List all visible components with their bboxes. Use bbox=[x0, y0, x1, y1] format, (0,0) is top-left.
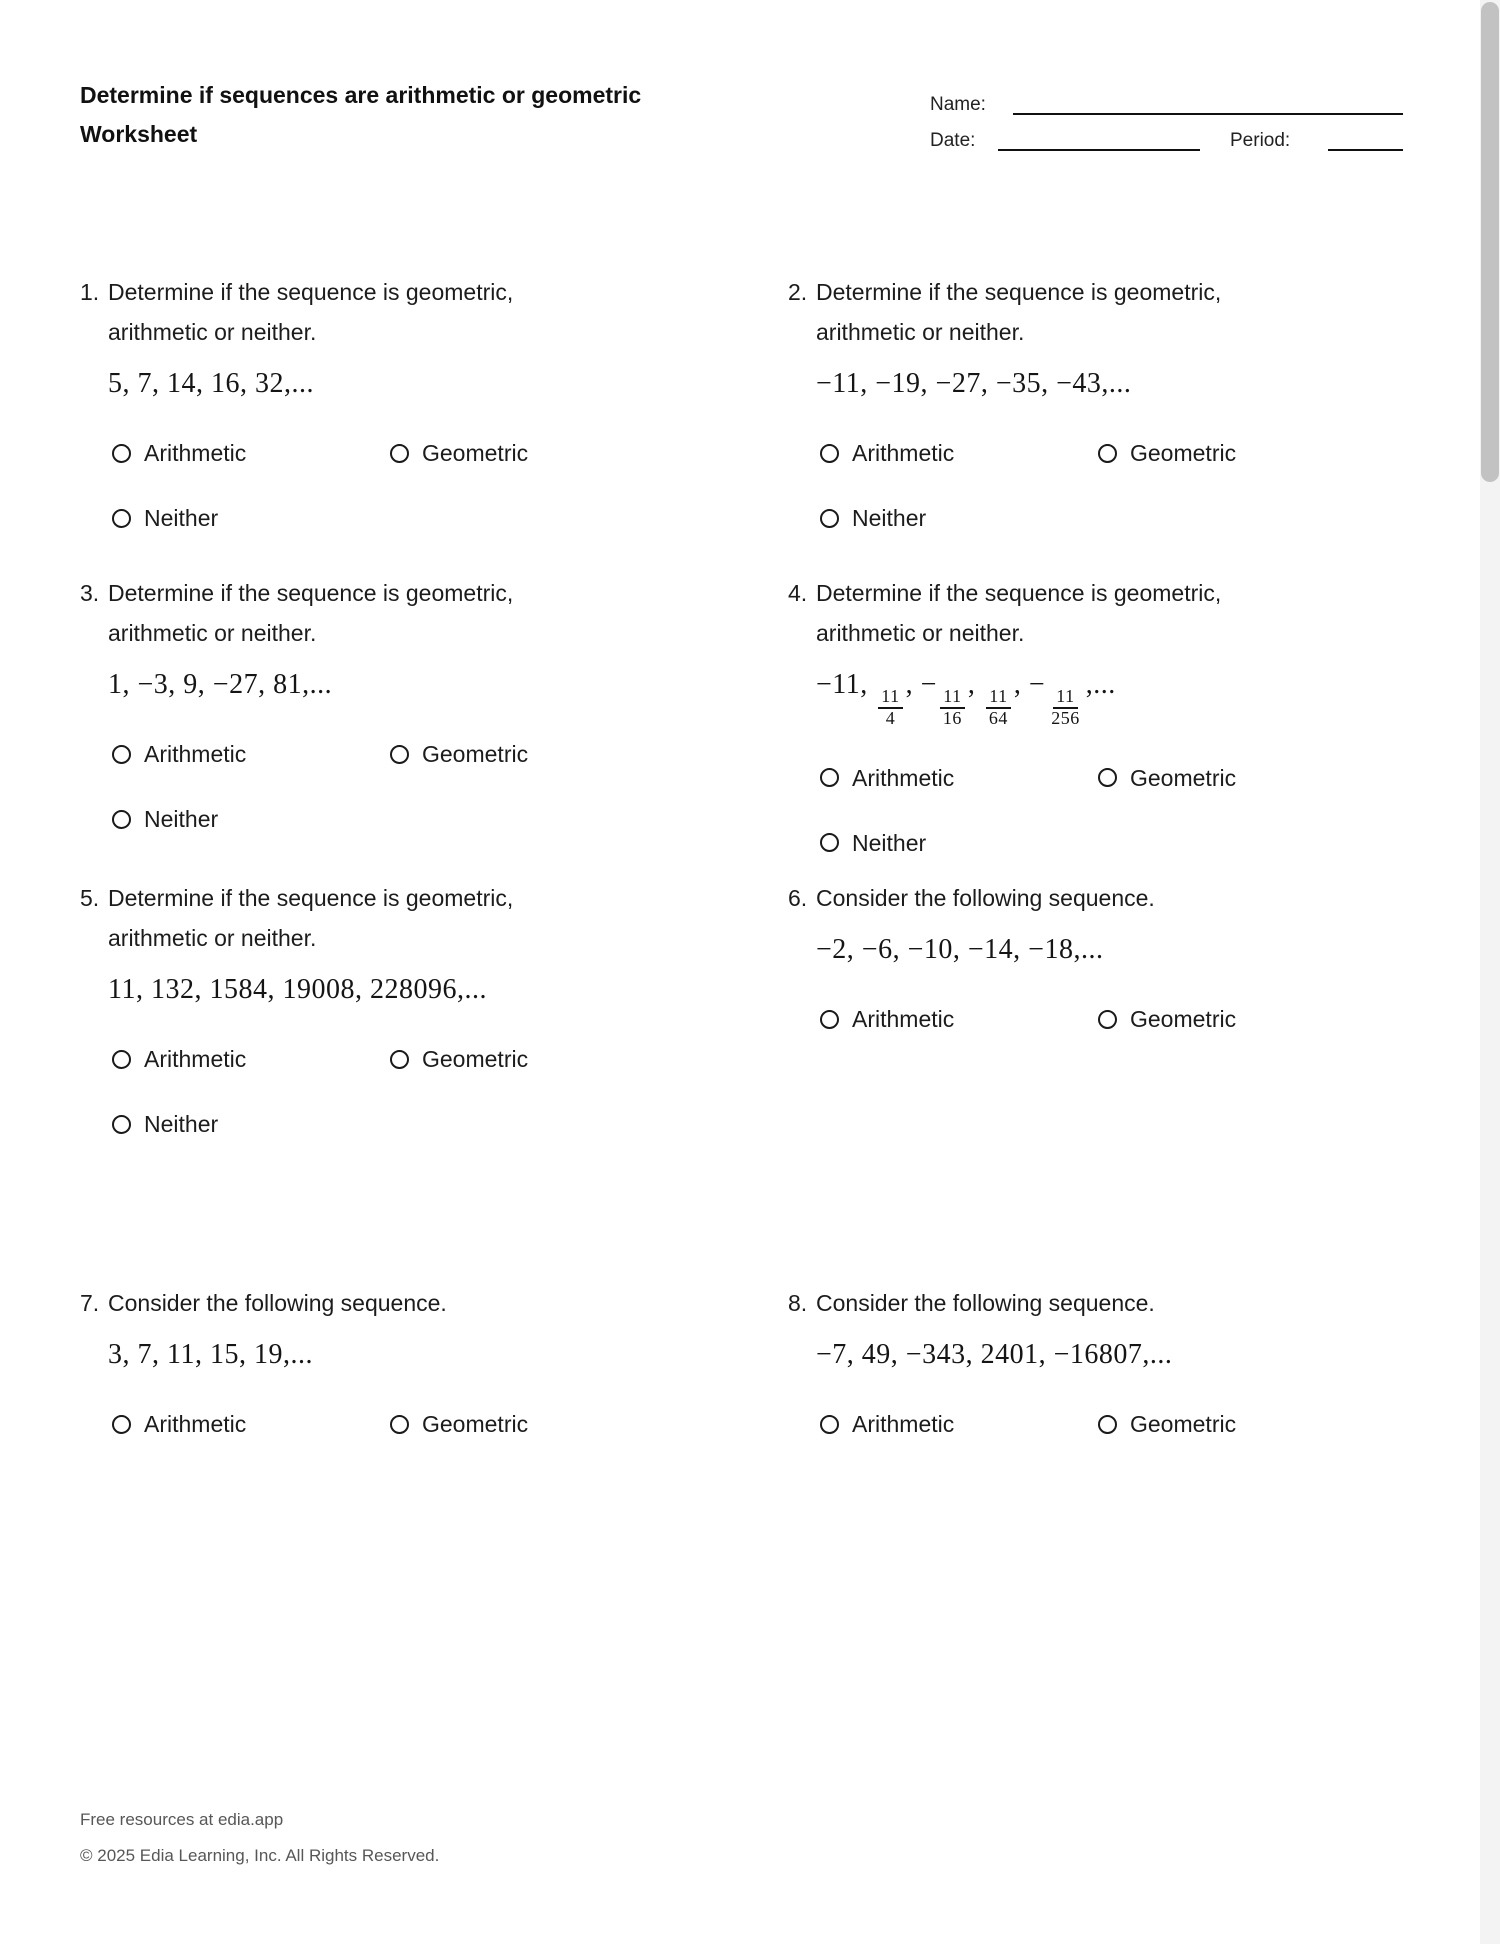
scrollbar-thumb[interactable] bbox=[1481, 2, 1499, 482]
radio-circle-icon[interactable] bbox=[820, 1415, 839, 1434]
footer bbox=[80, 1802, 439, 1874]
question-4-prompt-text: Determine if the sequence is geometric, arithmetic or neither. bbox=[816, 580, 1222, 646]
question-5-option-geometric[interactable]: Geometric bbox=[390, 1044, 528, 1074]
question-7-options-row1 bbox=[112, 1409, 788, 1439]
radio-circle-icon[interactable] bbox=[390, 444, 409, 463]
question-2-option-neither[interactable]: Neither bbox=[820, 503, 926, 533]
radio-circle-icon[interactable] bbox=[1098, 768, 1117, 787]
question-3-options-row1 bbox=[112, 739, 788, 769]
question-8-option-geometric[interactable]: Geometric bbox=[1098, 1409, 1236, 1439]
question-3-sequence: 1, −3, 9, −27, 81,... bbox=[108, 669, 333, 700]
radio-circle-icon[interactable] bbox=[390, 745, 409, 764]
radio-circle-icon[interactable] bbox=[1098, 444, 1117, 463]
question-4-option-geometric[interactable]: Geometric bbox=[1098, 763, 1236, 793]
question-4-sequence: −11, $\frac{11}{4}$ , − $\frac{11}{16}$ , $\frac{11}{64}$ , − $\frac{11}{256}$ ,... bbox=[816, 669, 1116, 728]
period-label: Period: bbox=[1230, 130, 1291, 151]
question-2-options-row2 bbox=[820, 503, 1420, 533]
question-3-option-neither[interactable]: Neither bbox=[112, 804, 218, 834]
question-2 bbox=[788, 272, 1420, 573]
question-4-prompt bbox=[788, 573, 1420, 653]
worksheet-title-line2: Worksheet bbox=[80, 121, 198, 147]
name-blank-line bbox=[1013, 113, 1403, 115]
radio-circle-icon[interactable] bbox=[112, 745, 131, 764]
question-8-prompt bbox=[788, 1283, 1420, 1323]
question-1-prompt bbox=[80, 272, 788, 352]
question-1-option-arithmetic[interactable]: Arithmetic bbox=[112, 438, 390, 468]
question-6-prompt-text: Consider the following sequence. bbox=[816, 885, 1155, 911]
question-3 bbox=[80, 573, 788, 878]
footer-copyright: © 2025 Edia Learning, Inc. All Rights Reserved. bbox=[80, 1846, 440, 1865]
radio-circle-icon[interactable] bbox=[112, 1050, 131, 1069]
radio-circle-icon[interactable] bbox=[112, 444, 131, 463]
question-2-prompt-text: Determine if the sequence is geometric, arithmetic or neither. bbox=[816, 279, 1222, 345]
question-3-number: 3. bbox=[80, 580, 100, 606]
question-6-prompt bbox=[788, 878, 1420, 918]
question-3-prompt bbox=[80, 573, 788, 653]
question-8-prompt-text: Consider the following sequence. bbox=[816, 1290, 1155, 1316]
question-5-option-arithmetic[interactable]: Arithmetic bbox=[112, 1044, 390, 1074]
question-5-sequence: 11, 132, 1584, 19008, 228096,... bbox=[108, 974, 487, 1005]
question-5-options-row1 bbox=[112, 1044, 788, 1074]
question-2-option-geometric[interactable]: Geometric bbox=[1098, 438, 1236, 468]
period-blank-line bbox=[1328, 149, 1403, 151]
question-5-number: 5. bbox=[80, 885, 100, 911]
question-5-options-row2 bbox=[112, 1109, 788, 1139]
date-blank-line bbox=[998, 149, 1200, 151]
question-3-prompt-text: Determine if the sequence is geometric, arithmetic or neither. bbox=[108, 580, 514, 646]
question-8-option-arithmetic[interactable]: Arithmetic bbox=[820, 1409, 1098, 1439]
question-3-option-arithmetic[interactable]: Arithmetic bbox=[112, 739, 390, 769]
footer-free-resources: Free resources at edia.app bbox=[80, 1810, 284, 1829]
radio-circle-icon[interactable] bbox=[390, 1050, 409, 1069]
question-2-prompt bbox=[788, 272, 1420, 352]
question-6 bbox=[788, 878, 1420, 1283]
question-3-options-row2 bbox=[112, 804, 788, 834]
question-2-number: 2. bbox=[788, 279, 808, 305]
question-7-option-geometric[interactable]: Geometric bbox=[390, 1409, 528, 1439]
question-7-sequence: 3, 7, 11, 15, 19,... bbox=[108, 1339, 313, 1370]
radio-circle-icon[interactable] bbox=[112, 1415, 131, 1434]
question-1-number: 1. bbox=[80, 279, 100, 305]
question-6-options-row1 bbox=[820, 1004, 1420, 1034]
question-8 bbox=[788, 1283, 1420, 1439]
question-5-prompt bbox=[80, 878, 788, 958]
question-1-options-row2 bbox=[112, 503, 788, 533]
radio-circle-icon[interactable] bbox=[820, 1010, 839, 1029]
question-6-option-arithmetic[interactable]: Arithmetic bbox=[820, 1004, 1098, 1034]
question-4-option-neither[interactable]: Neither bbox=[820, 828, 926, 858]
question-1-option-geometric[interactable]: Geometric bbox=[390, 438, 528, 468]
question-1-prompt-text: Determine if the sequence is geometric, arithmetic or neither. bbox=[108, 279, 514, 345]
radio-circle-icon[interactable] bbox=[820, 833, 839, 852]
radio-circle-icon[interactable] bbox=[390, 1415, 409, 1434]
question-7-number: 7. bbox=[80, 1290, 100, 1316]
question-7-option-arithmetic[interactable]: Arithmetic bbox=[112, 1409, 390, 1439]
question-1 bbox=[80, 272, 788, 573]
question-3-option-geometric[interactable]: Geometric bbox=[390, 739, 528, 769]
radio-circle-icon[interactable] bbox=[112, 810, 131, 829]
radio-circle-icon[interactable] bbox=[1098, 1415, 1117, 1434]
question-2-option-arithmetic[interactable]: Arithmetic bbox=[820, 438, 1098, 468]
question-6-sequence: −2, −6, −10, −14, −18,... bbox=[816, 934, 1104, 965]
question-7-prompt bbox=[80, 1283, 788, 1323]
radio-circle-icon[interactable] bbox=[820, 768, 839, 787]
name-label: Name: bbox=[930, 94, 986, 115]
radio-circle-icon[interactable] bbox=[112, 509, 131, 528]
radio-circle-icon[interactable] bbox=[820, 444, 839, 463]
question-6-number: 6. bbox=[788, 885, 808, 911]
scrollbar-track[interactable] bbox=[1480, 0, 1500, 1944]
question-4 bbox=[788, 573, 1420, 878]
questions-grid bbox=[80, 272, 1420, 1439]
date-label: Date: bbox=[930, 130, 976, 151]
question-8-number: 8. bbox=[788, 1290, 808, 1316]
question-5-prompt-text: Determine if the sequence is geometric, arithmetic or neither. bbox=[108, 885, 514, 951]
question-8-sequence: −7, 49, −343, 2401, −16807,... bbox=[816, 1339, 1173, 1370]
question-4-options-row2 bbox=[820, 828, 1420, 858]
question-4-options-row1 bbox=[820, 763, 1420, 793]
question-1-sequence: 5, 7, 14, 16, 32,... bbox=[108, 368, 314, 399]
question-7 bbox=[80, 1283, 788, 1439]
question-1-options-row1 bbox=[112, 438, 788, 468]
radio-circle-icon[interactable] bbox=[1098, 1010, 1117, 1029]
question-2-sequence: −11, −19, −27, −35, −43,... bbox=[816, 368, 1132, 399]
question-6-option-geometric[interactable]: Geometric bbox=[1098, 1004, 1236, 1034]
question-8-options-row1 bbox=[820, 1409, 1420, 1439]
radio-circle-icon[interactable] bbox=[112, 1115, 131, 1134]
question-5-option-neither[interactable]: Neither bbox=[112, 1109, 218, 1139]
question-7-prompt-text: Consider the following sequence. bbox=[108, 1290, 447, 1316]
worksheet-title bbox=[80, 76, 780, 154]
question-5 bbox=[80, 878, 788, 1283]
question-2-options-row1 bbox=[820, 438, 1420, 468]
question-4-option-arithmetic[interactable]: Arithmetic bbox=[820, 763, 1098, 793]
question-1-option-neither[interactable]: Neither bbox=[112, 503, 218, 533]
worksheet-title-line1: Determine if sequences are arithmetic or geometric bbox=[80, 82, 642, 108]
question-4-number: 4. bbox=[788, 580, 808, 606]
radio-circle-icon[interactable] bbox=[820, 509, 839, 528]
